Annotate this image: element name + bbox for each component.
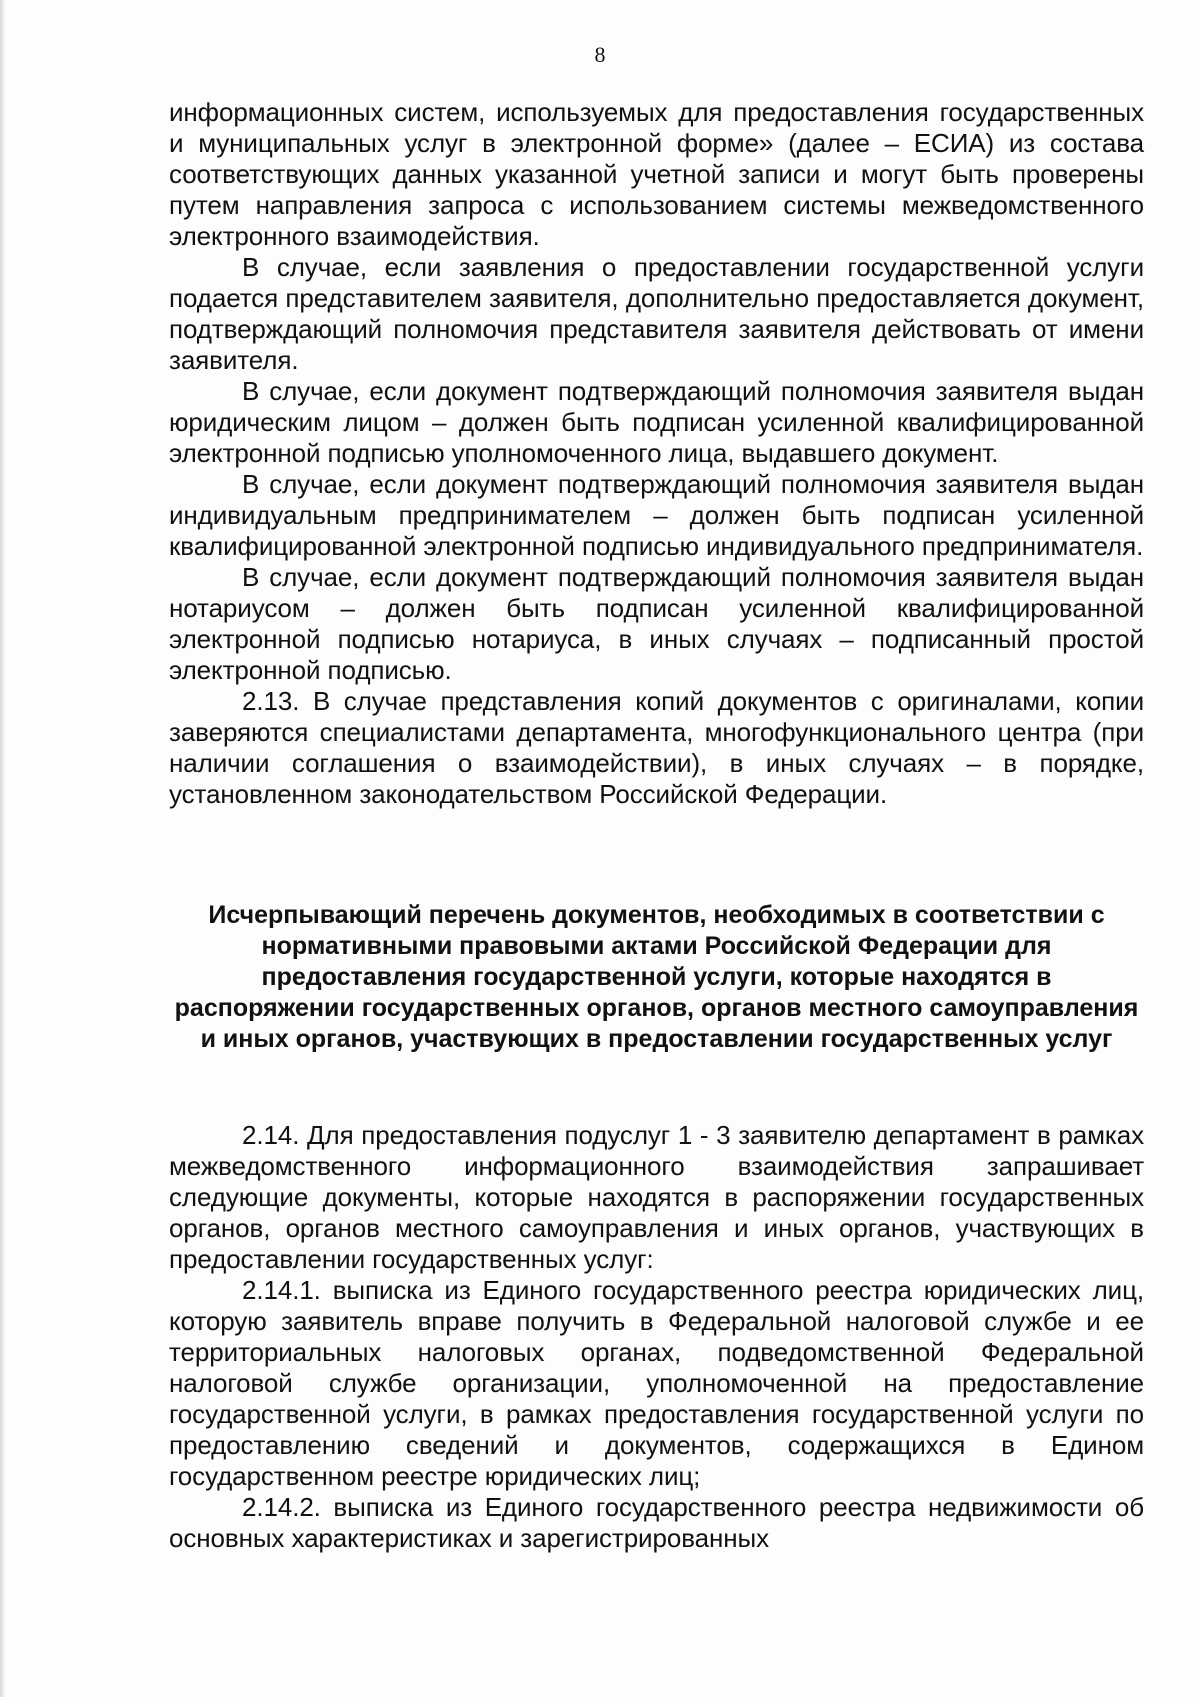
section-heading: Исчерпывающий перечень документов, необходимых в соответствии с нормативными правовыми актами Российской Федерации для предоставления государственной услуги, которые находятся в распоряжении государственных органов, органов местного самоуправления и иных органов, участвующих в предоставлении государственных услуг [174, 901, 1139, 1053]
body-text-bottom [169, 1120, 1144, 1554]
paragraph-legal-entity: В случае, если документ подтверждающий полномочия заявителя выдан юридическим лицом – должен быть подписан усиленной квалифицированной электронной подписью уполномоченного лица, выдавшего документ. [169, 376, 1144, 468]
paragraph-entrepreneur: В случае, если документ подтверждающий полномочия заявителя выдан индивидуальным предпринимателем – должен быть подписан усиленной квалифицированной электронной подписью индивидуального предпринимателя. [169, 469, 1144, 561]
paragraph-2-14: 2.14. Для предоставления подуслуг 1 - 3 заявителю департамент в рамках межведомственного информационного взаимодействия запрашивает следующие документы, которые находятся в распоряжении государственных органов, органов местного самоуправления и иных органов, участвующих в предоставлении государственных услуг: [169, 1120, 1144, 1274]
scan-edge-shadow [0, 0, 6, 1697]
body-text-top [169, 97, 1144, 810]
paragraph-2-14-2: 2.14.2. выписка из Единого государственного реестра недвижимости об основных характеристиках и зарегистрированных [169, 1492, 1144, 1553]
paragraph-2-13: 2.13. В случае представления копий документов с оригиналами, копии заверяются специалистами департамента, многофункционального центра (при наличии соглашения о взаимодействии), в иных случаях – в порядке, установленном законодательством Российской Федерации. [169, 686, 1144, 809]
page-number: 8 [594, 42, 606, 67]
paragraph-continued: информационных систем, используемых для предоставления государственных и муниципальных услуг в электронной форме» (далее – ЕСИА) из состава соответствующих данных указанной учетной записи и могут быть проверены путем направления запроса с использованием системы межведомственного электронного взаимодействия. [169, 97, 1144, 251]
paragraph-representative: В случае, если заявления о предоставлении государственной услуги подается представителем заявителя, дополнительно предоставляется документ, подтверждающий полномочия представителя заявителя действовать от имени заявителя. [169, 252, 1144, 375]
paragraph-notary: В случае, если документ подтверждающий полномочия заявителя выдан нотариусом – должен быть подписан усиленной квалифицированной электронной подписью нотариуса, в иных случаях – подписанный простой электронной подписью. [169, 562, 1144, 685]
paragraph-2-14-1: 2.14.1. выписка из Единого государственного реестра юридических лиц, которую заявитель вправе получить в Федеральной налоговой службе и ее территориальных налоговых органах, подведомственной Федеральной налоговой службе организации, уполномоченной на предоставление государственной услуги, в рамках предоставления государственной услуги по предоставлению сведений и документов, содержащихся в Едином государственном реестре юридических лиц; [169, 1275, 1144, 1491]
